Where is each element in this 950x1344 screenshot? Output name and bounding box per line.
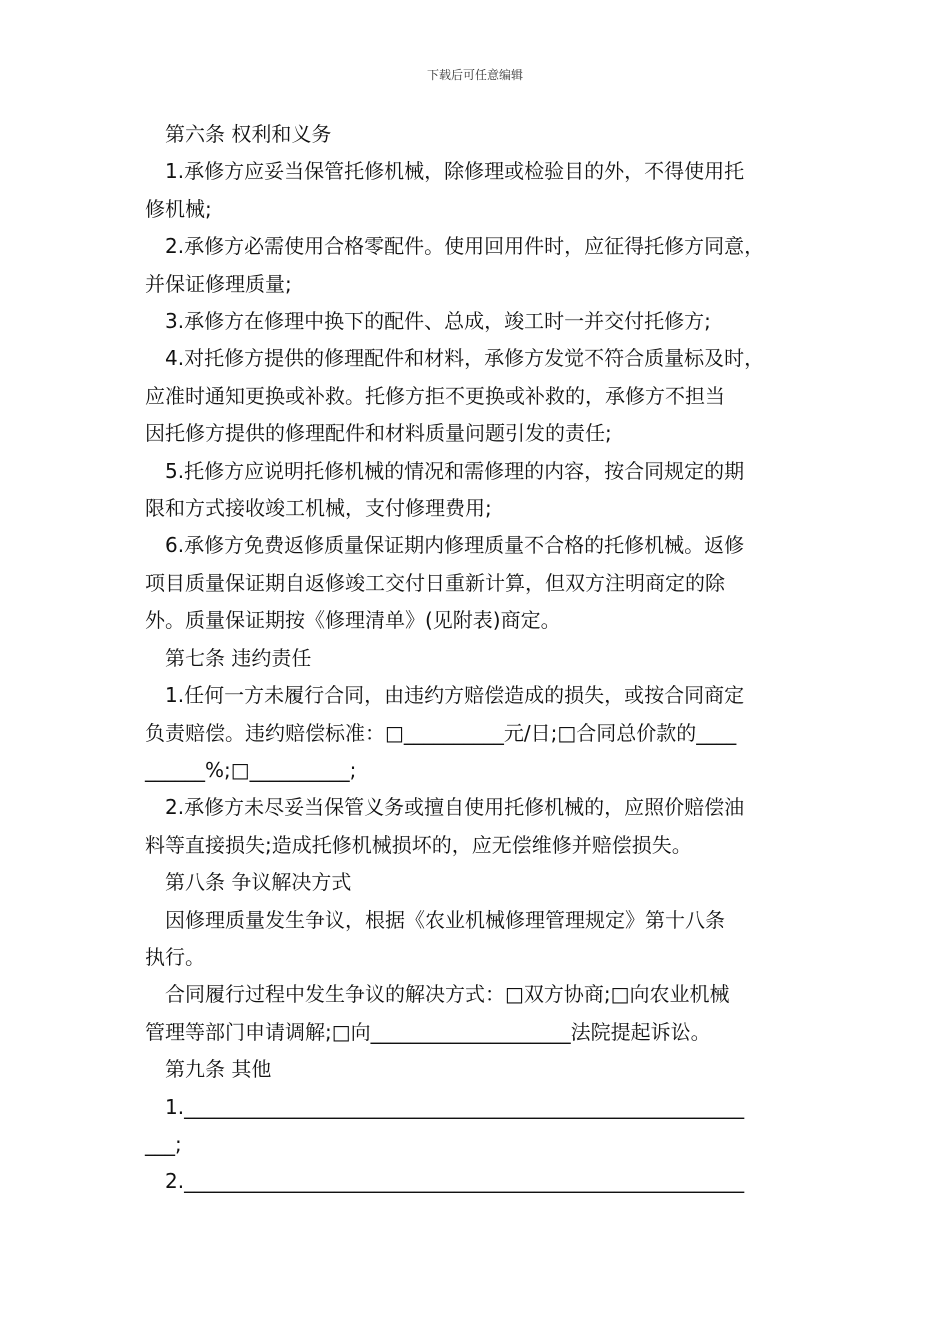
paragraph-line: 4.对托修方提供的修理配件和材料，承修方发觉不符合质量标及时， (165, 346, 765, 371)
paragraph-line: 合同履行过程中发生争议的解决方式：□双方协商;□向农业机械 (165, 982, 730, 1007)
paragraph-line: 2.承修方必需使用合格零配件。使用回用件时，应征得托修方同意， (165, 234, 765, 259)
blank-line: 1.________________________________________________________ (165, 1094, 745, 1119)
paragraph-line: 应准时通知更换或补救。托修方拒不更换或补救的，承修方不担当 (145, 383, 725, 408)
paragraph-line: 负责赔偿。违约赔偿标准：□__________元/日;□合同总价款的____ (145, 720, 737, 745)
paragraph-line: 限和方式接收竣工机械，支付修理费用; (145, 496, 492, 521)
paragraph-line: 项目质量保证期自返修竣工交付日重新计算，但双方注明商定的除 (145, 570, 725, 595)
paragraph-line: 并保证修理质量; (145, 271, 292, 296)
paragraph-line: 外。质量保证期按《修理清单》(见附表)商定。 (145, 608, 561, 633)
paragraph-line: 料等直接损失;造成托修机械损坏的，应无偿维修并赔偿损失。 (145, 832, 692, 857)
paragraph-line: 因托修方提供的修理配件和材料质量问题引发的责任; (145, 421, 612, 446)
page-header: 下载后可任意编辑 (426, 68, 523, 82)
paragraph-line: 5.托修方应说明托修机械的情况和需修理的内容，按合同规定的期 (165, 458, 745, 483)
blank-line: ___; (145, 1131, 182, 1156)
article-8-title: 第八条 争议解决方式 (165, 870, 352, 895)
paragraph-line: 修机械; (145, 196, 212, 221)
paragraph-line: ______%;□__________; (145, 757, 357, 782)
paragraph-line: 2.承修方未尽妥当保管义务或擅自使用托修机械的，应照价赔偿油 (165, 795, 745, 820)
article-7-title: 第七条 违约责任 (165, 645, 312, 670)
paragraph-line: 6.承修方免费返修质量保证期内修理质量不合格的托修机械。返修 (165, 533, 745, 558)
paragraph-line: 1.任何一方未履行合同，由违约方赔偿造成的损失，或按合同商定 (165, 683, 745, 708)
paragraph-line: 因修理质量发生争议，根据《农业机械修理管理规定》第十八条 (165, 907, 725, 932)
paragraph-line: 执行。 (145, 944, 205, 969)
article-6-title: 第六条 权利和义务 (165, 122, 332, 146)
blank-line: 2.________________________________________________________ (165, 1169, 745, 1194)
paragraph-line: 3.承修方在修理中换下的配件、总成，竣工时一并交付托修方; (165, 309, 711, 334)
paragraph-line: 管理等部门申请调解;□向____________________法院提起诉讼。 (145, 1019, 711, 1044)
article-9-title: 第九条 其他 (165, 1057, 272, 1082)
paragraph-line: 1.承修方应妥当保管托修机械，除修理或检验目的外，不得使用托 (165, 159, 745, 184)
document-body (145, 116, 825, 1201)
